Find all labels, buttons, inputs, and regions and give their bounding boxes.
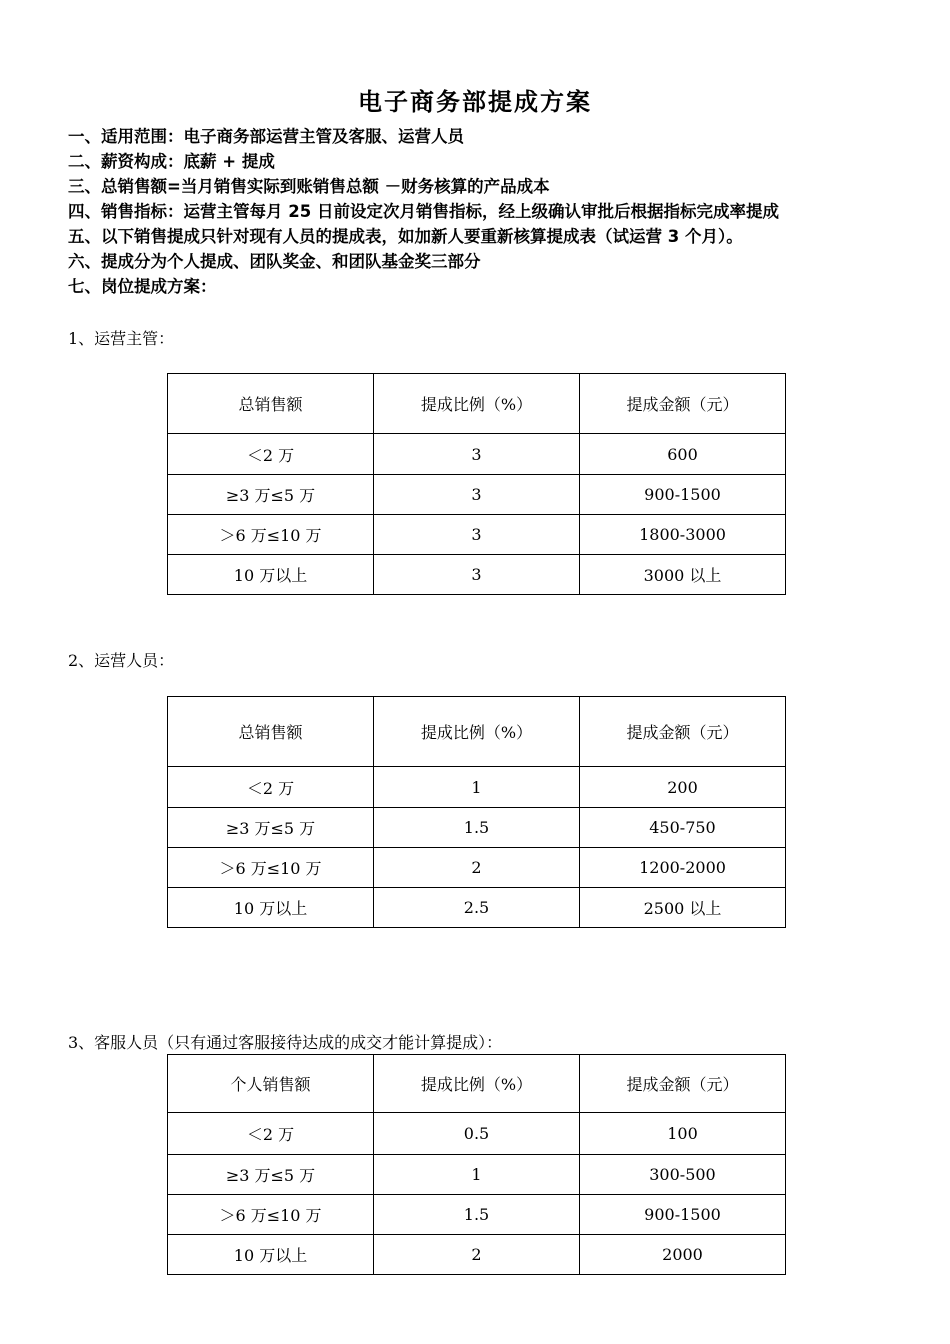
table-cell: 1.5 [374,808,580,848]
table-cell: ＜2 万 [168,1113,374,1155]
table-cell: 450-750 [580,808,786,848]
header-cell: 提成比例（%） [374,697,580,767]
table-cell: 3 [374,475,580,515]
table-row [168,1235,786,1275]
table-header-row [168,697,786,767]
table-cell: 1800-3000 [580,515,786,555]
rule-item: 一、适用范围：电子商务部运营主管及客服、运营人员 [68,127,464,146]
rule-item: 五、以下销售提成只针对现有人员的提成表，如加新人要重新核算提成表（试运营 3 个月）。 [68,227,743,246]
table-cell: ＞6 万≤10 万 [168,848,374,888]
section-label-operations-manager: 1、运营主管： [68,329,175,348]
table-cell: 200 [580,767,786,808]
commission-table-operations-manager [167,373,786,595]
rule-item: 四、销售指标：运营主管每月 25 日前设定次月销售指标，经上级确认审批后根据指标完成率提成 [68,202,779,221]
table-row [168,555,786,595]
header-cell: 提成比例（%） [374,374,580,434]
table-cell: 10 万以上 [168,888,374,928]
table-cell: 3 [374,555,580,595]
table-row [168,1195,786,1235]
header-cell: 个人销售额 [168,1055,374,1113]
table-row [168,888,786,928]
table-cell: 1200-2000 [580,848,786,888]
table-cell: 10 万以上 [168,1235,374,1275]
table-cell: ≥3 万≤5 万 [168,475,374,515]
rule-item: 二、薪资构成：底薪 + 提成 [68,152,275,171]
table-cell: 100 [580,1113,786,1155]
table-cell: 900-1500 [580,475,786,515]
table-cell: ≥3 万≤5 万 [168,1155,374,1195]
table-cell: 600 [580,434,786,475]
table-row [168,848,786,888]
table-cell: ≥3 万≤5 万 [168,808,374,848]
table-cell: 3 [374,515,580,555]
commission-table-operations-staff [167,696,786,928]
header-cell: 总销售额 [168,697,374,767]
table-row [168,475,786,515]
section-label-operations-staff: 2、运营人员： [68,651,175,670]
table-cell: 1.5 [374,1195,580,1235]
table-cell: ＞6 万≤10 万 [168,515,374,555]
table-cell: 3 [374,434,580,475]
rule-item: 七、岗位提成方案： [68,277,217,296]
table-row [168,808,786,848]
rules-list [68,124,928,299]
table-row [168,767,786,808]
table-cell: 2 [374,848,580,888]
table-row [168,434,786,475]
table-cell: 2 [374,1235,580,1275]
header-cell: 提成金额（元） [580,697,786,767]
table-cell: 2000 [580,1235,786,1275]
header-cell: 总销售额 [168,374,374,434]
rule-item: 六、提成分为个人提成、团队奖金、和团队基金奖三部分 [68,252,481,271]
table-cell: 2.5 [374,888,580,928]
table-header-row [168,374,786,434]
table-cell: 300-500 [580,1155,786,1195]
table-cell: 1 [374,767,580,808]
table-row [168,1155,786,1195]
header-cell: 提成金额（元） [580,374,786,434]
section-label-customer-service: 3、客服人员（只有通过客服接待达成的成交才能计算提成）： [68,1033,503,1052]
table-cell: 10 万以上 [168,555,374,595]
header-cell: 提成比例（%） [374,1055,580,1113]
commission-table-customer-service [167,1054,786,1275]
table-row [168,1113,786,1155]
table-cell: 900-1500 [580,1195,786,1235]
document-title: 电子商务部提成方案 [358,88,592,116]
table-cell: ＜2 万 [168,767,374,808]
table-cell: 1 [374,1155,580,1195]
table-cell: 0.5 [374,1113,580,1155]
table-cell: 3000 以上 [580,555,786,595]
table-cell: ＜2 万 [168,434,374,475]
table-row [168,515,786,555]
table-header-row [168,1055,786,1113]
header-cell: 提成金额（元） [580,1055,786,1113]
rule-item: 三、总销售额=当月销售实际到账销售总额 －财务核算的产品成本 [68,177,550,196]
table-cell: ＞6 万≤10 万 [168,1195,374,1235]
table-cell: 2500 以上 [580,888,786,928]
